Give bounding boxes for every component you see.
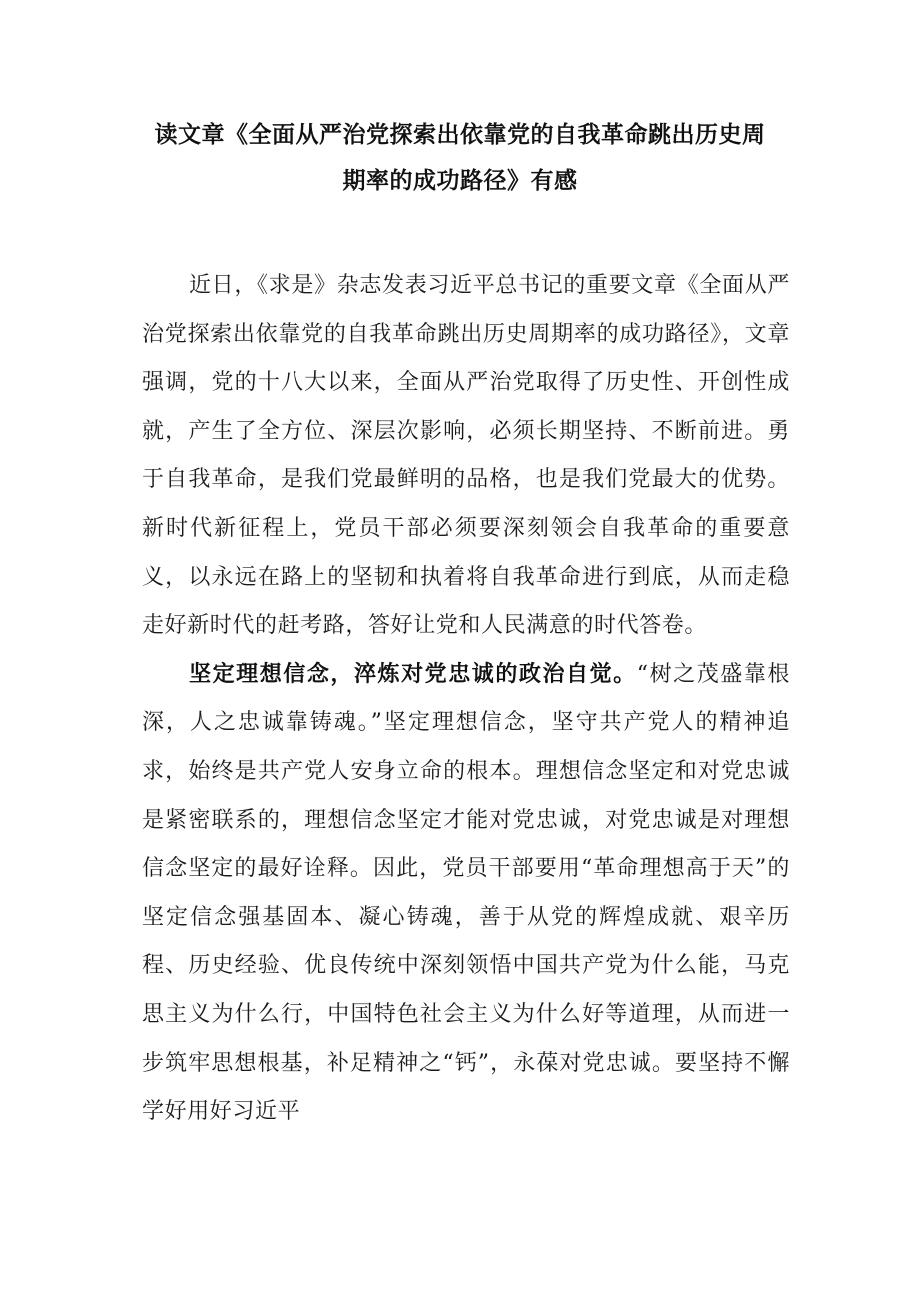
paragraph-ideals: [142, 651, 790, 1137]
article-body: [142, 262, 790, 1137]
article-title: [130, 112, 790, 204]
title-line-1: 读文章《全面从严治党探索出依靠党的自我革命跳出历史周: [154, 122, 766, 148]
paragraph-lead-heading: 坚定理想信念，淬炼对党忠诚的政治自觉。: [189, 661, 637, 687]
paragraph-text: “树之茂盛靠根深，人之忠诚靠铸魂。”坚定理想信念，坚守共产党人的精神追求，始终是共产党人安身立命的根本。理想信念坚定和对党忠诚是紧密联系的，理想信念坚定才能对党忠诚，对党忠诚是对理想信念坚定的最好诠释。因此，党员干部要用“革命理想高于天”的坚定信念强基固本、凝心铸魂，善于从党的辉煌成就、艰辛历程、历史经验、优良传统中深刻领悟中国共产党为什么能，马克思主义为什么行，中国特色社会主义为什么好等道理，从而进一步筑牢思想根基，补足精神之“钙”，永葆对党忠诚。要坚持不懈学好用好习近平: [142, 661, 790, 1125]
paragraph-text: 近日，《求是》杂志发表习近平总书记的重要文章《全面从严治党探索出依靠党的自我革命跳出历史周期率的成功路径》，文章强调，党的十八大以来，全面从严治党取得了历史性、开创性成就，产生了全方位、深层次影响，必须长期坚持、不断前进。勇于自我革命，是我们党最鲜明的品格，也是我们党最大的优势。新时代新征程上，党员干部必须要深刻领会自我革命的重要意义，以永远在路上的坚韧和执着将自我革命进行到底，从而走稳走好新时代的赶考路，答好让党和人民满意的时代答卷。: [142, 273, 790, 639]
paragraph-intro: [142, 262, 790, 651]
title-line-2: 期率的成功路径》有感: [342, 168, 578, 194]
